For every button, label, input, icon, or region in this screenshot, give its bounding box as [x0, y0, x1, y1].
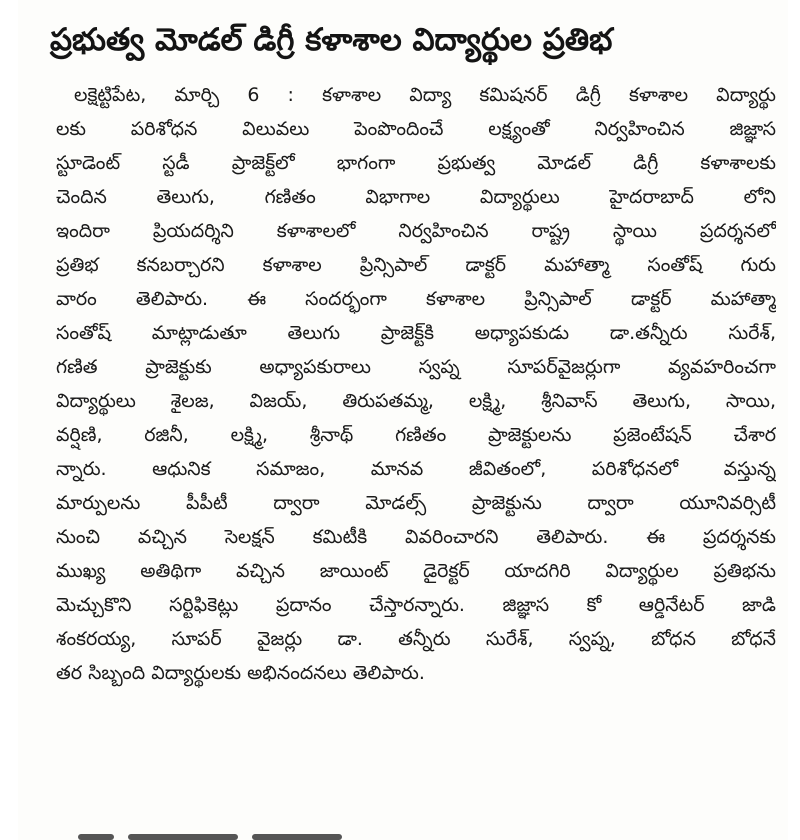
newspaper-clipping — [18, 0, 788, 840]
article-line: ఇందిరా ప్రియదర్శిని కళాశాలలో నిర్వహించిన రాష్ట్ర స్థాయి ప్రదర్శనలో — [56, 220, 776, 242]
article-line: లకు పరిశోధన విలువలు పెంపొందించే లక్ష్యంతో నిర్వహించిన జిజ్ఞాస — [56, 118, 776, 140]
article-line: గణిత ప్రాజెక్టుకు అధ్యాపకురాలు స్వప్న సూపర్‌వైజర్లుగా వ్యవహరించగా — [56, 356, 776, 378]
article-line: మెచ్చుకొని సర్టిఫికెట్లు ప్రదానం చేస్తారన్నారు. జిజ్ఞాస కో ఆర్డినేటర్ జాడి — [56, 594, 776, 616]
article-line: తర సిబ్బంది విద్యార్థులకు అభినందనలు తెలిపారు. — [56, 662, 425, 684]
cut-off-next-line — [78, 822, 418, 840]
article-line: న్నారు. ఆధునిక సమాజం, మానవ జీవితంలో, పరిశోధనలో వస్తున్న — [56, 458, 776, 480]
article-line: లక్షెట్టిపేట, మార్చి 6 : కళాశాల విద్యా కమిషనర్ డిగ్రీ కళాశాల విద్యార్థు — [74, 84, 776, 106]
article-line: ముఖ్య అతిథిగా వచ్చిన జాయింట్ డైరెక్టర్ యాదగిరి విద్యార్థుల ప్రతిభను — [56, 560, 776, 582]
article-body — [56, 78, 776, 690]
article-line: నుంచి వచ్చిన సెలక్షన్ కమిటీకి వివరించారని తెలిపారు. ఈ ప్రదర్శనకు — [56, 526, 776, 548]
article-line: ప్రతిభ కనబర్చారని కళాశాల ప్రిన్సిపాల్ డాక్టర్ మహాత్మా సంతోష్ గురు — [56, 254, 776, 276]
article-line: మార్పులను పీపీటీ ద్వారా మోడల్స్ ప్రాజెక్టును ద్వారా యూనివర్సిటీ — [56, 492, 776, 514]
article-headline: ప్రభుత్వ మోడల్ డిగ్రీ కళాశాల విద్యార్థుల ప్రతిభ — [50, 22, 613, 58]
article-line: వారం తెలిపారు. ఈ సందర్భంగా కళాశాల ప్రిన్సిపాల్ డాక్టర్ మహాత్మా — [56, 288, 776, 310]
article-line: చెందిన తెలుగు, గణితం విభాగాల విద్యార్థులు హైదరాబాద్ లోని — [56, 186, 776, 208]
article-line: వర్షిణి, రజినీ, లక్ష్మి, శ్రీనాథ్ గణితం ప్రాజెక్టులను ప్రజెంటేషన్ చేశార — [56, 424, 776, 446]
article-line: శంకరయ్య, సూపర్ వైజర్లు డా. తన్నీరు సురేశ్, స్వప్న, బోధన బోధనే — [56, 628, 776, 650]
article-line: విద్యార్థులు శైలజ, విజయ్, తిరుపతమ్మ, లక్ష్మి, శ్రీనివాస్ తెలుగు, సాయి, — [56, 390, 776, 412]
article-line: సంతోష్ మాట్లాడుతూ తెలుగు ప్రాజెక్ట్‌కి అధ్యాపకుడు డా.తన్నీరు సురేశ్, — [56, 322, 776, 344]
article-line: స్టూడెంట్ స్టడీ ప్రాజెక్ట్‌లో భాగంగా ప్రభుత్వ మోడల్ డిగ్రీ కళాశాలకు — [56, 152, 776, 174]
